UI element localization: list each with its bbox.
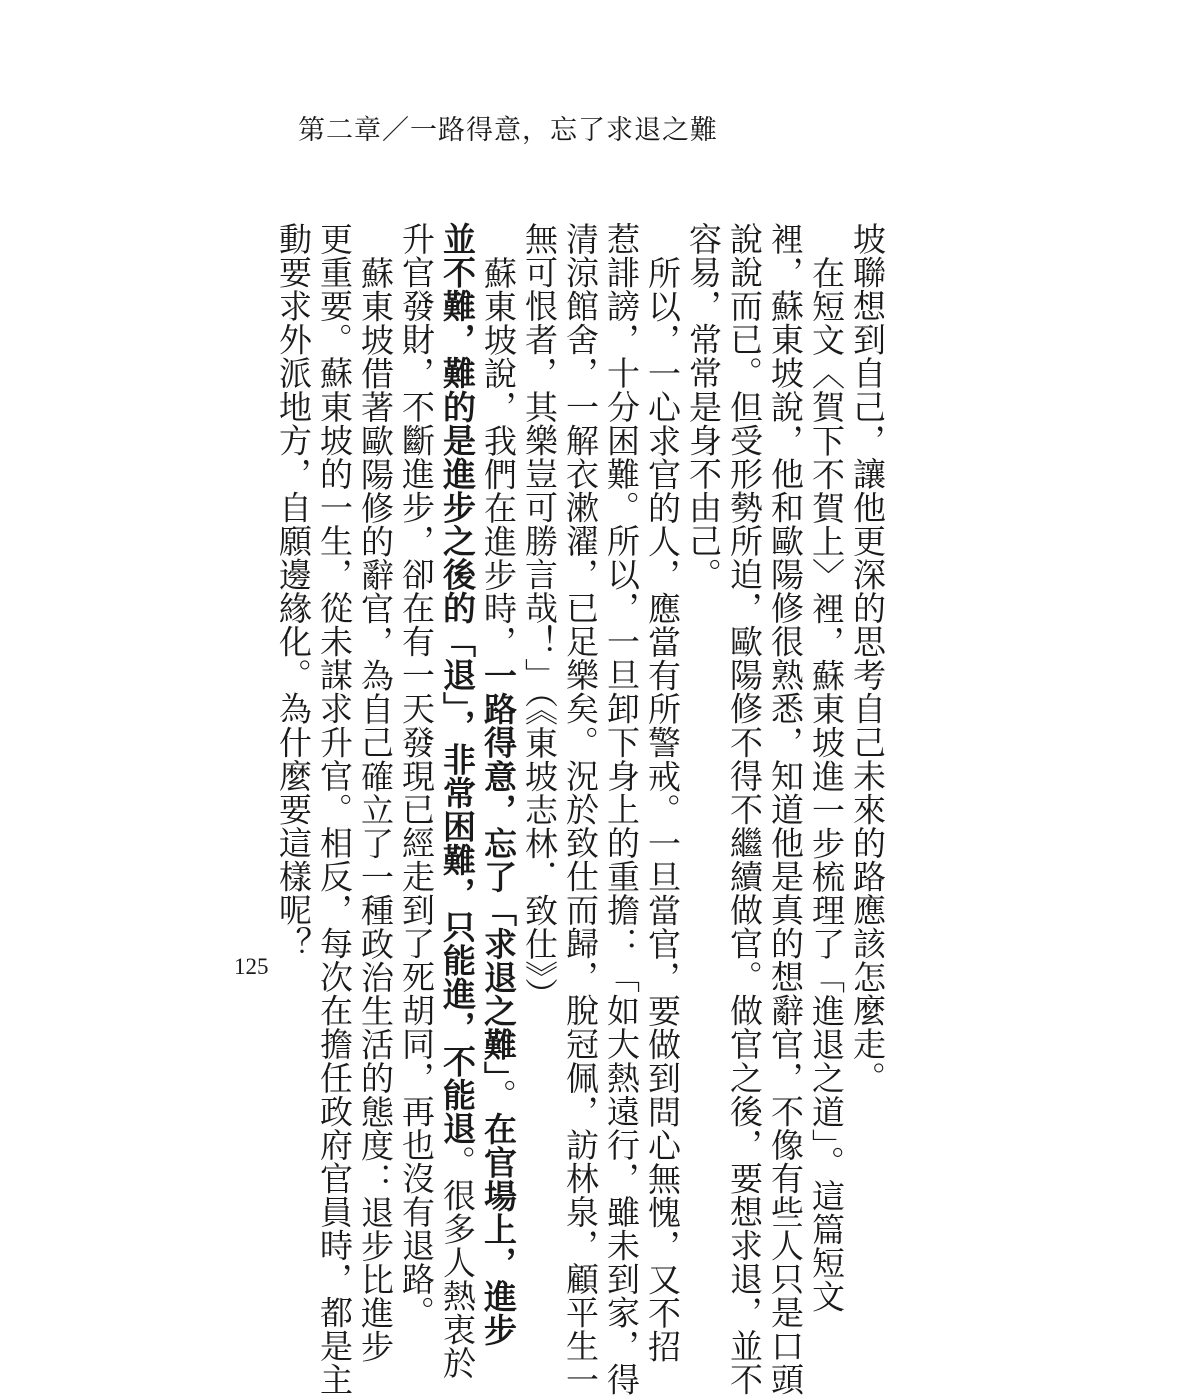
text-segment: 升官發財，不斷進步，卻在有一天發現已經走到了死胡同，再也沒有退路。 [397,222,436,1330]
text-column [847,222,888,1095]
page-number: 125 [234,954,269,979]
text-segment: 所以，一心求官的人，應當有所警戒。一旦當官，要做到問心無愧，又不招 [643,256,682,1364]
bold-text-segment: 在官場上，進步 [479,1111,518,1347]
running-head: 第二章／一路得意，忘了求退之難 [298,115,718,146]
bold-text-segment: 一路得意，忘了「求退之難」 [479,658,518,1079]
text-segment: 無可恨者，其樂豈可勝言哉！」（《東坡志林．致仕》） [520,222,559,1012]
text-column [560,222,601,1396]
text-segment: 更重要。蘇東坡的一生，從未謀求升官。相反，每次在擔任政府官員時，都是主 [315,222,354,1396]
text-column [642,222,683,1364]
text-segment: 蘇東坡借著歐陽修的辭官，為自己確立了一種政治生活的態度：退步比進步 [356,256,395,1364]
text-segment: 說說而已。但受形勢所迫，歐陽修不得不繼續做官。做官之後，要想求退，並不 [725,222,764,1396]
text-segment: 。 [479,1078,518,1112]
text-segment: 惹誹謗，十分困難。所以，一旦卸下身上的重擔：「如大熱遠行，雖未到家，得 [602,222,641,1396]
text-segment: 動要求外派地方，自願邊緣化。為什麼要這樣呢？ [274,222,313,961]
text-segment: 裡，蘇東坡說，他和歐陽修很熟悉，知道他是真的想辭官，不像有些人只是口頭 [766,222,805,1396]
text-column [519,222,560,1012]
text-column [683,222,724,812]
text-column [437,222,478,1380]
text-column [396,222,437,1330]
vertical-text-body [274,222,888,1396]
text-segment: 容易，常常是身不由己。 [684,222,723,592]
text-column [355,222,396,1364]
text-segment: 蘇東坡說，我們在進步時， [479,256,518,659]
text-column [806,222,847,1314]
text-segment: 清涼館舍，一解衣漱濯，已足樂矣。況於致仕而歸，脫冠佩，訪林泉，顧平生一 [561,222,600,1396]
text-column [314,222,355,1396]
text-segment: 。很多人熱衷於 [438,1144,477,1380]
text-column [478,222,519,1347]
text-segment: 坡聯想到自己，讓他更深的思考自己未來的路應該怎麼走。 [848,222,887,1095]
bold-text-segment: 並不難，難的是進步之後的「退」，非常困難，只能進，不能退 [438,222,477,1145]
text-column [724,222,765,1396]
text-segment: 在短文〈賀下不賀上〉裡，蘇東坡進一步梳理了「進退之道」。這篇短文 [807,256,846,1314]
text-column [601,222,642,1396]
text-column [273,222,314,961]
text-column [765,222,806,1396]
